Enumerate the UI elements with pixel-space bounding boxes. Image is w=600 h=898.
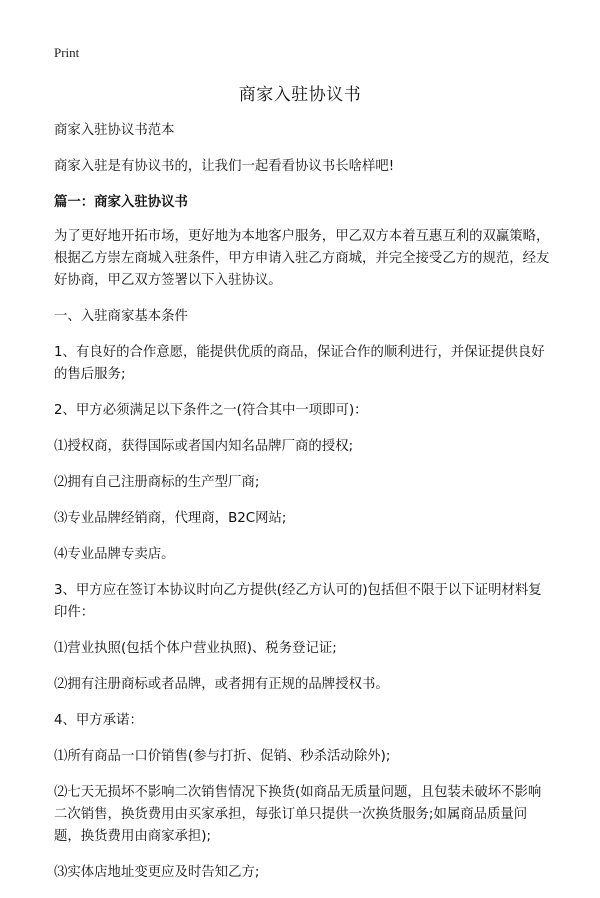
preamble-paragraph: 为了更好地开拓市场，更好地为本地客户服务，甲乙双方本着互惠互利的双赢策略，根据乙方崇左商城入驻条件，甲方申请入驻乙方商城，并完全接受乙方的规范，经友好协商，甲乙双方签署以下入驻协议。 <box>54 229 550 288</box>
clause-subitem: ⑵拥有注册商标或者品牌，或者拥有正规的品牌授权书。 <box>54 677 389 692</box>
print-link[interactable]: Print <box>54 45 80 60</box>
section-heading: 篇一：商家入驻协议书 <box>54 195 188 210</box>
clause-subitem: ⑴营业执照(包括个体户营业执照)、税务登记证; <box>54 641 337 656</box>
clause-subitem: ⑵七天无损坏不影响二次销售情况下换货(如商品无质量问题，且包装未破坏不影响二次销售，换货费用由买家承担，每张订单只提供一次换货服务;如属商品质量问题，换货费用由商家承担); <box>54 785 542 844</box>
clause-subitem: ⑷专业品牌专卖店。 <box>54 547 175 562</box>
clause-heading: 一、入驻商家基本条件 <box>54 309 188 324</box>
clause-subitem: ⑴所有商品一口价销售(参与打折、促销、秒杀活动除外); <box>54 749 391 764</box>
clause-subitem: ⑶实体店地址变更应及时告知乙方; <box>54 865 260 880</box>
clause-item: 1、有良好的合作意愿，能提供优质的商品，保证合作的顺利进行，并保证提供良好的售后服务; <box>54 345 545 382</box>
intro-paragraph: 商家入驻是有协议书的，让我们一起看看协议书长啥样吧! <box>54 159 395 174</box>
subtitle-paragraph: 商家入驻协议书范本 <box>54 123 175 138</box>
document-body <box>54 120 552 898</box>
document-title: 商家入驻协议书 <box>238 85 362 105</box>
clause-subitem: ⑴授权商，获得国际或者国内知名品牌厂商的授权; <box>54 439 354 454</box>
clause-item: 2、甲方必须满足以下条件之一(符合其中一项即可)： <box>54 403 368 418</box>
clause-item: 3、甲方应在签订本协议时向乙方提供(经乙方认可的)包括但不限于以下证明材料复印件： <box>54 583 542 620</box>
clause-subitem: ⑵拥有自己注册商标的生产型厂商; <box>54 475 260 490</box>
clause-item: 4、甲方承诺： <box>54 713 143 728</box>
clause-subitem: ⑶专业品牌经销商，代理商，B2C网站; <box>54 511 287 526</box>
